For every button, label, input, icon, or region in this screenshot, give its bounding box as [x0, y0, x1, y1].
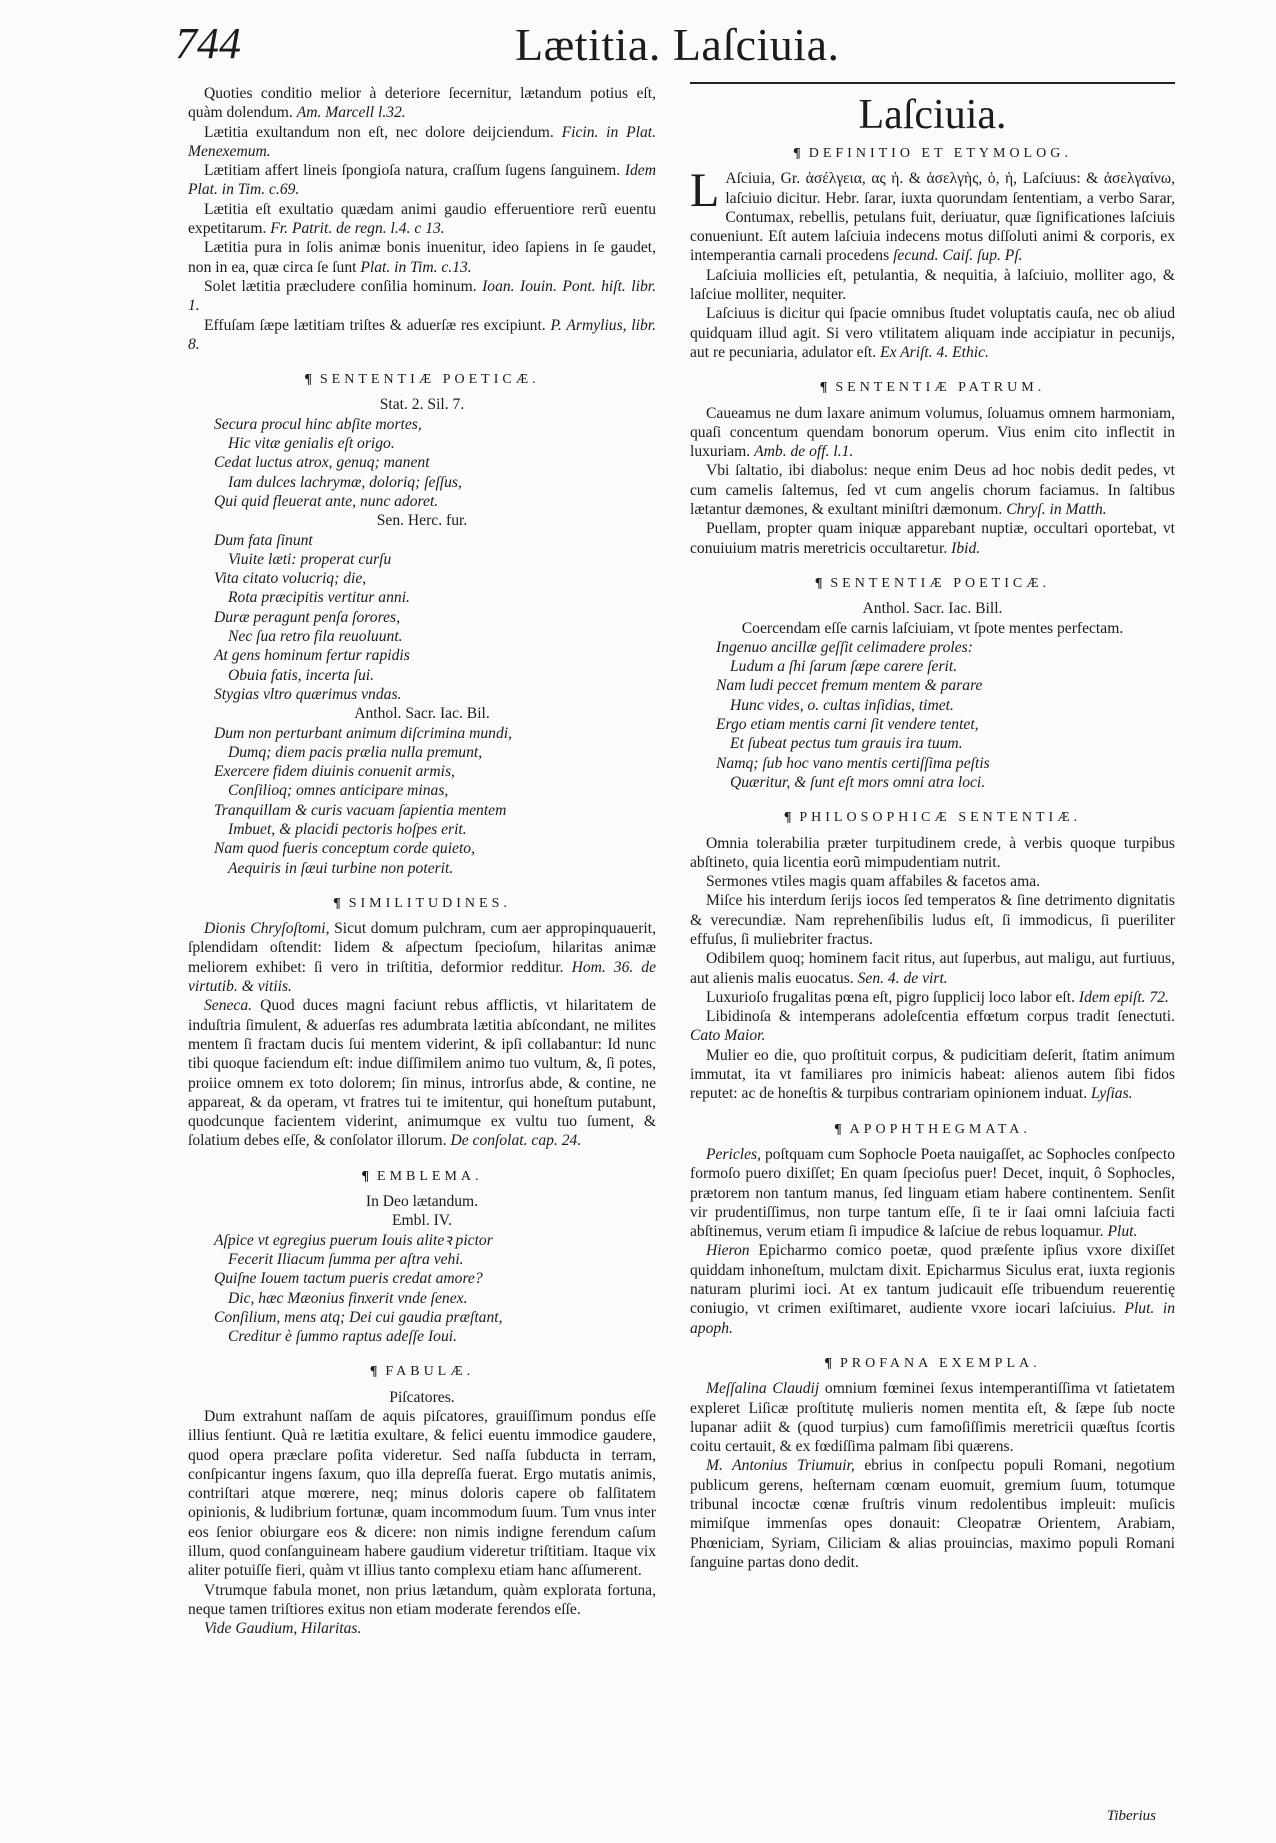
verse-line: Conſilioq; omnes anticipare minas,	[228, 782, 449, 800]
verse-block	[188, 531, 656, 705]
left-column	[188, 84, 656, 1639]
verse-block	[188, 415, 656, 511]
paragraph: Seneca. Quod duces magni faciunt rebus afflictis, vt hilaritatem de induſtria ſimulent, & aduerſas res adumbrata lætitia abſcondant, ne milites mentem ſi fractam ducis ſui mentem viderint, & ipſi collabantur: Id nunc tibi quoque faciendum eſt: indue diſſimilem animo tuo vultum, &, ſi potes, proiice omnem ex toto dolorem; ſin minus, introrſus abde, & contine, ne appareat, & da operam, vt fratres tui te imitentur, qui honeſtum putabunt, quodcunque facientem viderint, animumque ex vultu tuo ſument, & ſolatium debes eſſe, & conſolator illorum. De conſolat. cap. 24.	[188, 997, 656, 1150]
paragraph: Meſſalina Claudij omnium fœminei ſexus intemperantiſſima vt ſatietatem expleret Liſicæ proſtitutę mulieris nomen mentita eſt, & ſæpe ſub nocte lupanar adiit & (quod turpius) cum famoſiſſimis meretricii quæſtus ſcortis coitu certauit, & ex fœdiſſima palmam ſibi quærens.	[690, 1380, 1175, 1456]
philosophicae-entries	[690, 834, 1175, 1104]
section-heading: ¶ SENTENTIÆ POETICÆ.	[814, 575, 1051, 591]
paragraph: Lætitia exultandum non eſt, nec dolore deijciendum. Ficin. in Plat. Menexemum.	[188, 123, 656, 160]
verse-line: Obuia fatis, incerta ſui.	[228, 666, 374, 684]
verse-line: Namq; ſub hoc vano mentis certiſſima peſtis	[716, 754, 990, 772]
verse-block	[188, 724, 656, 878]
verse-line: At gens hominum fertur rapidis	[214, 647, 410, 665]
paragraph: Caueamus ne dum laxare animum volumus, ſoluamus omnem harmoniam, quaſi concentum quendam bonorum operum. Vius enim cito inflectit in luxuriam. Amb. de off. l.1.	[690, 404, 1175, 461]
verse-source: Stat. 2. Sil. 7.	[379, 396, 465, 414]
verse-line: Iam dulces lachrymæ, doloriq; ſeſſus,	[228, 473, 462, 491]
catchword: Tiberius	[1106, 1808, 1156, 1824]
section-heading: ¶ APOPHTHEGMATA.	[834, 1121, 1031, 1137]
verse-line: Imbuet, & placidi pectoris hoſpes erit.	[228, 820, 467, 838]
paragraph: Effuſam ſæpe lætitiam triſtes & aduerſæ res excipiunt. P. Armylius, libr. 8.	[188, 316, 656, 353]
paragraph: Lætitiam affert lineis ſpongioſa natura, craſſum ſugens ſanguinem. Idem Plat. in Tim. c.69.	[188, 162, 656, 199]
verse-line: Tranquillam & curis vacuam ſapientia mentem	[214, 801, 507, 819]
verse-line: Quæritur, & ſunt eſt mors omni atra loci.	[730, 773, 986, 791]
fable-title: Piſcatores.	[389, 1388, 455, 1406]
verse-line: Et ſubeat pectus tum grauis ira tuum.	[730, 735, 963, 753]
verse-line: Hunc vides, o. cultas inſidias, timet.	[730, 696, 954, 714]
section-heading: ¶ SENTENTIÆ POETICÆ.	[304, 372, 540, 388]
definition-entries	[690, 266, 1175, 362]
paragraph: Dionis Chryſoſtomi, Sicut domum pulchram, cum aer appropinquauerit, ſplendidam oſtendit: Iidem & aſpectum ſpecioſum, hilaritas animæ meliorem exhibet: ſi vero in triſtitia, deformior redditur. Hom. 36. de virtutib. & vitiis.	[188, 920, 656, 996]
paragraph: Luxurioſo frugalitas pœna eſt, pigro ſupplicij loco labor eſt. Idem epiſt. 72.	[706, 988, 1169, 1006]
see-also: Vide Gaudium, Hilaritas.	[204, 1620, 362, 1638]
right-column	[690, 84, 1175, 1572]
page-number: 744	[175, 19, 241, 68]
verse-line: Viuite læti: properat curſu	[228, 550, 392, 568]
similitudines-entries	[188, 919, 656, 1151]
verse-line: Dum non perturbant animum diſcrimina mundi,	[214, 724, 513, 742]
verse-line: Stygias vltro quærimus vndas.	[214, 685, 402, 703]
verse-line: Qui quid fleuerat ante, nunc adoret.	[214, 492, 439, 510]
running-head: Lætitia. Laſciuia.	[515, 19, 840, 70]
section-heading: ¶ EMBLEMA.	[361, 1168, 483, 1184]
profana-entries	[690, 1379, 1175, 1572]
emblem-number: Embl. IV.	[392, 1212, 452, 1230]
paragraph: Quoties conditio melior à deteriore ſecernitur, lætandum potius eſt, quàm dolendum. Am. Marcell l.32.	[188, 85, 656, 122]
verse-line: Nec ſua retro fila reuoluunt.	[228, 628, 403, 646]
verse-line: Fecerit Iliacum ſumma per aſtra vehi.	[228, 1250, 464, 1268]
paragraph: Mulier eo die, quo proſtituit corpus, & pudicitiam deſerit, ſtatim animum immutat, ita vt familiares pro inimicis habeat: alienos autem ſibi fidos reputet: ac de honeſtis & turpibus contrariam opinionem induat. Lyſias.	[690, 1046, 1175, 1103]
paragraph: Libidinoſa & intemperans adoleſcentia effœtum corpus tradit ſenectuti. Cato Maior.	[690, 1008, 1175, 1045]
paragraph: Laſciuia mollicies eſt, petulantia, & nequitia, à laſciuio, molliter ago, & laſciue molliter, nequiter.	[690, 266, 1175, 304]
verse-line: Dumq; diem pacis prælia nulla premunt,	[228, 743, 483, 761]
verse-line: Exercere fidem diuinis conuenit armis,	[214, 763, 455, 781]
paragraph: Sermones vtiles magis quam affabiles & facetos ama.	[706, 873, 1041, 891]
paragraph: Puellam, propter quam iniquæ apparebant nuptiæ, occultari oportebat, vt conuiuium matris meretricis occultaretur. Ibid.	[690, 520, 1175, 557]
paragraph: Lætitia pura in ſolis animæ bonis inuenitur, ideo ſapiens in ſe gaudet, non in ea, quæ circa ſe ſunt Plat. in Tim. c.13.	[188, 239, 656, 276]
verse-line: Aſpice vt egregius puerum Iouis aliteꝛ pictor	[214, 1231, 493, 1249]
apophthegmata-entries	[690, 1145, 1175, 1338]
paragraph: Vbi ſaltatio, ibi diabolus: neque enim Deus ad hoc nobis dedit pedes, vt cum camelis ſaltemus, ſed vt cum angelis chorum faciamus. In ſaltibus lætantur dæmones, & exultant miniſtri dæmonum. Chryſ. in Matth.	[690, 462, 1175, 519]
verse-intro: Coercendam eſſe carnis laſciuiam, vt ſpote mentes perfectam.	[741, 619, 1124, 637]
definition-paragraph: L Aſciuia, Gr. ἀσέλγεια, ας ἡ. & ἀσελγὴς, ὁ, ἡ, Laſciuus: & ἀσελγαίνω, laſciuio dicitur. Hebr. ſarar, iuxta quorundam ſententiam, a verbo Sarar, Contumax, rebellis, petulans fuit, deriuatur, quæ ſignificationes laſciuis conueniunt. Eſt autem laſciuia indecens motus diſſoluti animi & corporis, ex intemperantia carnali procedens ſecund. Caiſ. ſup. Pſ.	[690, 164, 1175, 265]
paragraph: Vtrumque fabula monet, non prius lætandum, quàm explorata fortuna, neque tamen triſtiores exitus non etiam moderate ferendos eſſe.	[188, 1581, 656, 1618]
verse-line: Cedat luctus atrox, genuq; manent	[214, 454, 430, 472]
verse-line: Rota præcipitis vertitur anni.	[228, 589, 410, 607]
paragraph: Pericles, poſtquam cum Sophocle Poeta nauigaſſet, ac Sophocles conſpecto formoſo puero dixiſſet; En quam ſpecioſus puer! Decet, inquit, ô Sophocles, prætorem non tantum manus, ſed linguam etiam habere continentem. Senſit vir prudentiſſimus, non turpe tantum eſſe, ſi te ir ſaai omni laſciuia facti abſtinemus, verum etiam ſi impudice & laſciue de rebus loquamur. Plut.	[690, 1145, 1175, 1241]
section-heading: ¶ PHILOSOPHICÆ SENTENTIÆ.	[783, 810, 1082, 826]
section-heading: ¶ DEFINITIO ET ETYMOLOG.	[793, 146, 1072, 161]
verse-block	[188, 1231, 656, 1347]
verse-line: Nam ludi peccet fremum mentem & parare	[716, 677, 983, 695]
verse-line: Hic vitæ genialis eſt origo.	[228, 435, 395, 453]
verse-line: Dum fata ſinunt	[214, 531, 313, 549]
paragraph: Odibilem quoq; hominem facit ritus, aut ſuperbus, aut maligu, aut furtiuus, aut alienis malis euocatus. Sen. 4. de virt.	[690, 950, 1175, 987]
verse-line: Creditur è ſummo raptus adeſſe Ioui.	[228, 1328, 457, 1346]
patrum-entries	[690, 404, 1175, 558]
section-title: Laſciuia.	[858, 92, 1007, 138]
paragraph: Hieron Epicharmo comico poetæ, quod præſente ipſius vxore dixiſſet quiddam inhoneſtum, mulctam dixit. Epicharmus Siculus erat, iuxta regionis naturam plurimi ioci. At ex tantum judicauit eſſe tribuendum reuerentię coniugio, vt crimen exiſtimaret, audiente vxore iocari laſciuius. Plut. in apoph.	[690, 1242, 1176, 1337]
paragraph: Laſciuus is dicitur qui ſpacie omnibus ſtudet voluptatis cauſa, nec ob aliud quidquam illud agit. Si vero vtilitatem aliquam inde accipiatur in pecunijs, aut re pecuniaria, adulator eſt. Ex Ariſt. 4. Ethic.	[690, 305, 1175, 361]
verse-line: Ludum a ſhi ſarum ſæpe carere ſerit.	[730, 658, 958, 676]
verse-line: Aequiris in ſæui turbine non poterit.	[228, 859, 454, 877]
paragraph: Lætitia eſt exultatio quædam animi gaudio efferuentiore rerũ euentu expetitarum. Fr. Patrit. de regn. l.4. c 13.	[188, 200, 656, 238]
drop-capital: L	[690, 164, 720, 218]
verse-line: Nam quod fueris conceptum corde quieto,	[214, 840, 476, 858]
verse-line: Ergo etiam mentis carni ſit vendere tentet,	[716, 716, 979, 734]
verse-line: Quiſne Iouem tactum pueris credat amore?	[214, 1270, 483, 1288]
fable-text	[188, 1407, 656, 1619]
intro-entries	[188, 84, 656, 354]
emblem-subtitle: In Deo lætandum.	[365, 1193, 479, 1211]
paragraph: Omnia tolerabilia præter turpitudinem crede, à verbis quoque turpibus abſtineto, quia licentia eorũ mimpudentiam nutrit.	[690, 834, 1175, 871]
paragraph: Miſce his interdum ſerijs iocos ſed temperatos & ſine detrimento dignitatis & verecundiæ. Nam reprehenſibilis ludus eſt, ſi immodicus, ſi pueriliter effuſus, ſi muliebriter fractus.	[690, 892, 1175, 948]
verse-source: Sen. Herc. fur.	[376, 512, 468, 530]
verse-line: Vita citato volucriq; die,	[214, 570, 367, 588]
paragraph: Solet lætitia præcludere conſilia hominum. Ioan. Iouin. Pont. hiſt. libr. 1.	[188, 277, 656, 315]
verse-source: Anthol. Sacr. Iac. Bil.	[354, 705, 490, 723]
verse-line: Duræ peragunt penſa ſorores,	[214, 608, 400, 626]
verse-line: Secura procul hinc abſite mortes,	[214, 415, 422, 433]
section-heading: ¶ SENTENTIÆ PATRUM.	[819, 380, 1046, 396]
section-heading: ¶ PROFANA EXEMPLA.	[824, 1355, 1041, 1371]
section-heading: ¶ SIMILITUDINES.	[333, 895, 511, 911]
verse-source: Anthol. Sacr. Iac. Bill.	[862, 600, 1003, 618]
paragraph: M. Antonius Triumuir, ebrius in conſpectu populi Romani, negotium publicum gerens, heſternam cœnam euomuit, gremium ſuum, totumque tribunal incoctæ cœnæ fruſtris vinum redolentibus impleuit: muſicis mimiſque immenſas opes donauit: Cleopatræ Orientem, Arabiam, Phœniciam, Syriam, Ciliciam & alias prouincias, maximo populi Romani ſanguine partas dono dedit.	[690, 1457, 1175, 1571]
verse-line: Ingenuo ancillæ geſſit celimadere proles:	[716, 638, 973, 656]
verse-line: Conſilium, mens atq; Dei cui gaudia præſtant,	[214, 1308, 503, 1326]
verse-block	[690, 638, 1175, 792]
section-heading: ¶ FABULÆ.	[369, 1364, 475, 1380]
verse-line: Dic, hæc Mæonius finxerit vnde ſenex.	[228, 1289, 468, 1307]
paragraph: Dum extrahunt naſſam de aquis piſcatores, grauiſſimum pondus eſſe illius ſentiunt. Quà re lætitia exultare, & felici euentu immodice gaudere, quod opera præclare poſita videretur. Sed naſſa ſubducta in terram, conſpicantur ingens ſaxum, quo illa depreſſa fuerat. Ergo mutatis animis, contriſtari atque mœrere, neq; minus doloris capere ob falſitatem opinionis, & ludibrium fortunæ, quam incommodum ſuum. Tum vnus inter eos ſenior obiurgare eos & dicere: non nimis indigne ferendum caſum illum, quod conſanguineam habere gaudium videretur triſtitiam. Itaque vix aliter potuiſſe fieri, quàm vt illius tanto complexu etiam hanc aſſumerent.	[188, 1408, 656, 1580]
